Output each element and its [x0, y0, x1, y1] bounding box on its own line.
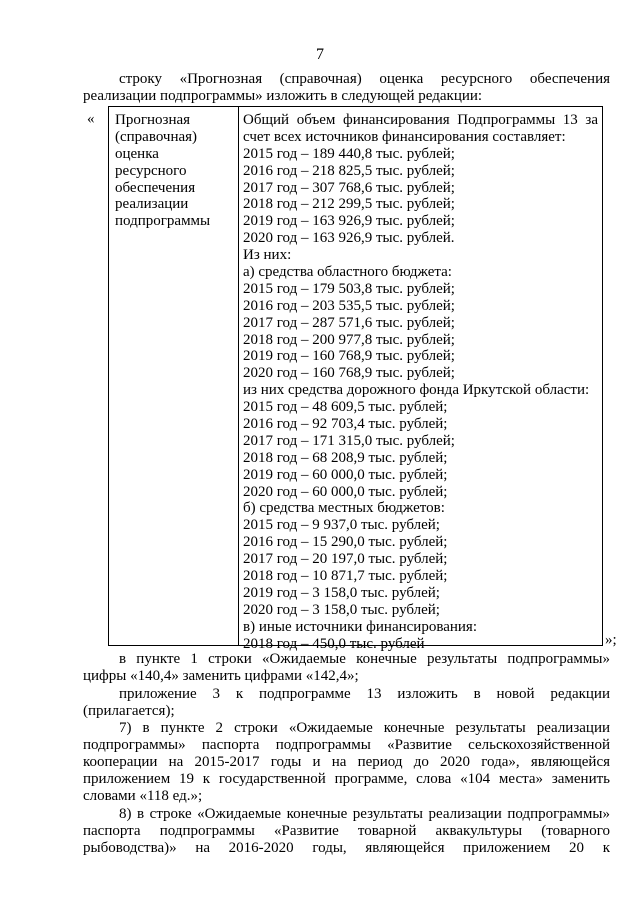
financing-line: 2018 год – 68 208,9 тыс. рублей; [243, 449, 448, 466]
paragraph-line: 8) в строке «Ожидаемые конечные результаты реализации подпрограммы» [119, 806, 610, 822]
resource-table [108, 106, 603, 652]
paragraph-results-item-1 [83, 651, 610, 685]
paragraph-line: словами «118 ед.»; [83, 788, 203, 804]
financing-line: 2015 год – 48 609,5 тыс. рублей; [243, 399, 448, 416]
row-header-line: ресурсного [115, 162, 187, 179]
financing-line: 2018 год – 200 977,8 тыс. рублей; [243, 331, 455, 348]
row-header-line: реализации [115, 196, 189, 213]
financing-line: 2020 год – 60 000,0 тыс. рублей; [243, 483, 448, 500]
financing-line: 2019 год – 163 926,9 тыс. рублей; [243, 213, 455, 230]
paragraph-line: приложение 3 к подпрограмме 13 изложить в новой редакции [119, 686, 610, 702]
intro-line-1: строку «Прогнозная (справочная) оценка ресурсного обеспечения [119, 71, 610, 87]
row-header-line: оценка [115, 145, 159, 162]
financing-line: 2016 год – 15 290,0 тыс. рублей; [243, 534, 448, 551]
financing-line: Из них: [243, 247, 292, 264]
financing-line: Общий объем финансирования Подпрограммы 13 за [243, 112, 598, 128]
intro-paragraph [83, 71, 610, 105]
row-header-line: (справочная) [115, 128, 198, 145]
financing-line: из них средства дорожного фонда Иркутской области: [243, 382, 590, 399]
financing-line: 2019 год – 160 768,9 тыс. рублей; [243, 348, 455, 365]
paragraph-line: паспорта подпрограммы «Развитие товарной аквакультуры (товарного [83, 823, 610, 839]
financing-line: 2018 год – 10 871,7 тыс. рублей; [243, 568, 448, 585]
paragraph-item-7 [83, 720, 610, 805]
financing-line: 2017 год – 307 768,6 тыс. рублей; [243, 179, 455, 196]
paragraph-line: (прилагается); [83, 703, 175, 719]
financing-line: б) средства местных бюджетов: [243, 500, 445, 517]
paragraph-line: подпрограммы» паспорта подпрограммы «Развитие сельскохозяйственной [83, 737, 610, 753]
financing-line: 2018 год – 212 299,5 тыс. рублей; [243, 196, 455, 213]
financing-line: 2015 год – 9 937,0 тыс. рублей; [243, 517, 440, 534]
financing-line: 2020 год – 3 158,0 тыс. рублей; [243, 601, 440, 618]
financing-line: 2020 год – 160 768,9 тыс. рублей; [243, 365, 455, 382]
financing-line: в) иные источники финансирования: [243, 618, 477, 635]
financing-line: 2015 год – 179 503,8 тыс. рублей; [243, 280, 455, 297]
financing-line: а) средства областного бюджета: [243, 264, 452, 281]
financing-line: 2017 год – 171 315,0 тыс. рублей; [243, 432, 455, 449]
financing-line: 2019 год – 60 000,0 тыс. рублей; [243, 466, 448, 483]
row-header-line: Прогнозная [115, 112, 191, 128]
page-number: 7 [316, 46, 324, 63]
row-header-line: обеспечения [115, 179, 196, 196]
financing-line: 2019 год – 3 158,0 тыс. рублей; [243, 584, 440, 601]
paragraph-line: рыбоводства)» на 2016-2020 годы, являющейся приложением 20 к [83, 840, 610, 856]
financing-details [243, 112, 598, 653]
paragraph-line: 7) в пункте 2 строки «Ожидаемые конечные результаты реализации [119, 720, 610, 736]
financing-line: 2020 год – 163 926,9 тыс. рублей. [243, 230, 455, 247]
table-row-header [115, 112, 235, 230]
paragraph-line: кооперации на 2015-2017 годы и на период до 2020 года», являющейся [83, 754, 610, 770]
financing-line: 2017 год – 20 197,0 тыс. рублей; [243, 551, 448, 568]
financing-line: 2016 год – 203 535,5 тыс. рублей; [243, 297, 455, 314]
column-divider [238, 107, 239, 645]
financing-line: 2018 год – 450,0 тыс. рублей [243, 635, 425, 652]
row-header-line: подпрограммы [115, 213, 211, 230]
paragraph-appendix-3 [83, 686, 610, 720]
paragraph-line: цифры «140,4» заменить цифрами «142,4»; [83, 668, 359, 684]
closing-quote: »; [605, 632, 617, 648]
financing-line: 2017 год – 287 571,6 тыс. рублей; [243, 314, 455, 331]
paragraph-line: приложением 19 к государственной программе, слова «104 места» заменить [83, 771, 610, 787]
financing-line: 2016 год – 218 825,5 тыс. рублей; [243, 162, 455, 179]
opening-quote: « [87, 111, 95, 127]
intro-line-2: реализации подпрограммы» изложить в следующей редакции: [83, 88, 483, 104]
financing-line: 2015 год – 189 440,8 тыс. рублей; [243, 145, 455, 162]
paragraph-item-8 [83, 806, 610, 857]
financing-line: 2016 год – 92 703,4 тыс. рублей; [243, 416, 448, 433]
financing-line: счет всех источников финансирования составляет: [243, 128, 566, 145]
paragraph-line: в пункте 1 строки «Ожидаемые конечные результаты подпрограммы» [119, 651, 610, 667]
